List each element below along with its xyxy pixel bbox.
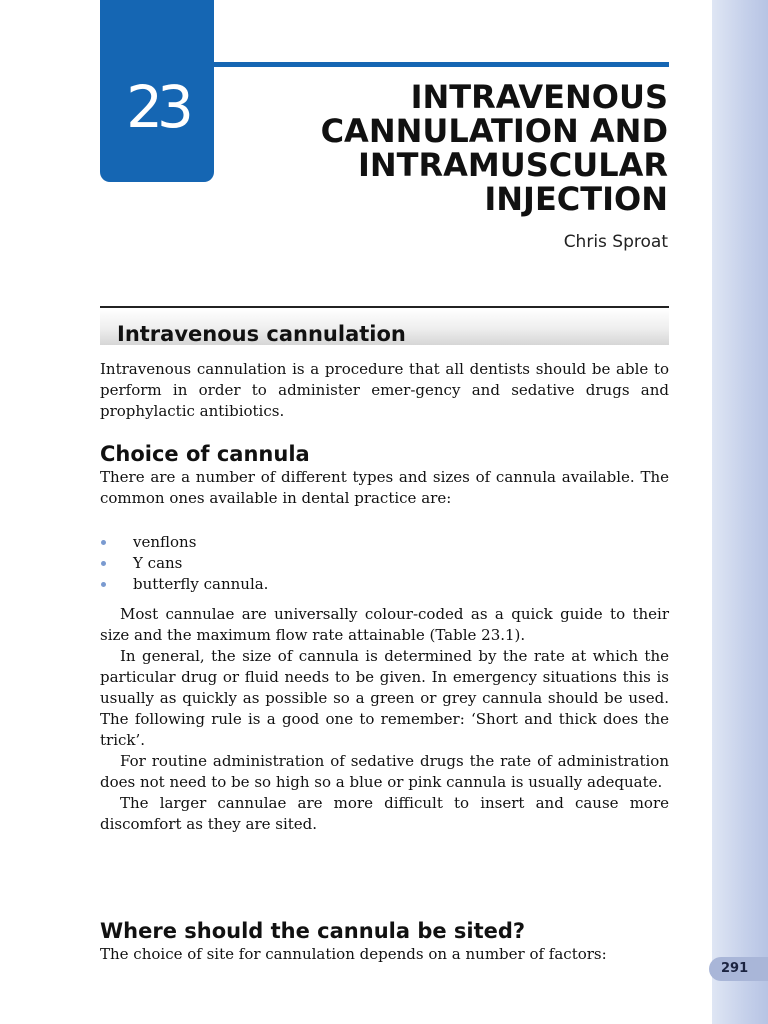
- paragraph: Most cannulae are universally colour-coded as a quick guide to their size and the maximum flow rate attainable (Table 23.1).: [100, 605, 669, 644]
- chapter-number-box: [100, 0, 214, 182]
- list-item-text: Y cans: [133, 554, 183, 572]
- intro-paragraph: Intravenous cannulation is a procedure that all dentists should be able to perform in order to administer emer-gency and sedative drugs and prophylactic antibiotics.: [100, 360, 669, 420]
- list-item-text: venflons: [133, 533, 197, 551]
- title-rule: [214, 62, 669, 67]
- choice-body: [100, 604, 669, 835]
- list-item: [100, 553, 268, 574]
- chapter-title-line: INJECTION: [484, 180, 668, 218]
- chapter-title: [228, 80, 668, 216]
- author: Chris Sproat: [563, 232, 668, 252]
- paragraph: In general, the size of cannula is determined by the rate at which the particular drug or fluid needs to be given. In emergency situations this is usually as quickly as possible so a green or grey cannula should be used. The following rule is a good one to remember: ‘Short and thick does the trick’.: [100, 647, 669, 749]
- section-heading: Intravenous cannulation: [100, 309, 669, 345]
- cannula-list: [100, 532, 268, 595]
- paragraph: The larger cannulae are more difficult to insert and cause more discomfort as they are sited.: [100, 794, 669, 833]
- chapter-title-line: CANNULATION AND: [320, 112, 668, 150]
- subheading-choice: Choice of cannula: [100, 442, 310, 466]
- chapter-title-line: INTRAMUSCULAR: [357, 146, 668, 184]
- bullet-icon: [101, 561, 106, 566]
- bullet-icon: [101, 582, 106, 587]
- site-lead-paragraph: The choice of site for cannulation depends on a number of factors:: [100, 945, 607, 963]
- page-number: 291: [709, 957, 768, 981]
- chapter-number: 23: [126, 73, 188, 141]
- list-item: [100, 574, 268, 595]
- chapter-title-line: INTRAVENOUS: [410, 78, 668, 116]
- side-band: [712, 0, 768, 1024]
- section-rule: [100, 306, 669, 308]
- list-item: [100, 532, 268, 553]
- list-item-text: butterfly cannula.: [133, 575, 269, 593]
- subheading-site: Where should the cannula be sited?: [100, 919, 526, 943]
- choice-lead-paragraph: There are a number of different types and sizes of cannula available. The common ones available in dental practice are:: [100, 468, 669, 507]
- bullet-icon: [101, 540, 106, 545]
- paragraph: For routine administration of sedative drugs the rate of administration does not need to be so high so a blue or pink cannula is usually adequate.: [100, 752, 669, 791]
